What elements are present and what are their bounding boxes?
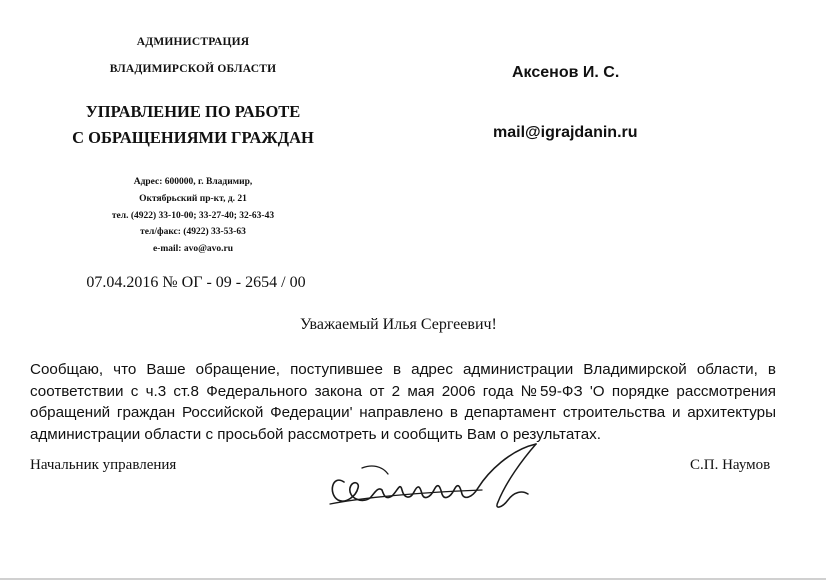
org-name-line2: ВЛАДИМИРСКОЙ ОБЛАСТИ xyxy=(109,63,277,75)
org-name-line1: АДМИНИСТРАЦИЯ xyxy=(136,36,250,48)
recipient-email: mail@igrajdanin.ru xyxy=(493,124,638,141)
body-line: Сообщаю, что Ваше обращение, поступившее в адрес администрации Владимирской области, в xyxy=(30,361,776,378)
body-line: соответствии с ч.3 ст.8 Федерального закона от 2 мая 2006 года №59-ФЗ 'О порядке рассмотрения xyxy=(30,382,776,400)
department-name-line1: УПРАВЛЕНИЕ ПО РАБОТЕ xyxy=(85,102,301,121)
email-line: e-mail: avo@avo.ru xyxy=(152,244,234,254)
scan-edge-line xyxy=(0,578,826,580)
signer-position: Начальник управления xyxy=(30,457,177,473)
signer-name: С.П. Наумов xyxy=(690,457,771,473)
address-line2: Октябрьский пр-кт, д. 21 xyxy=(139,194,247,204)
address-line1: Адрес: 600000, г. Владимир, xyxy=(133,177,253,187)
document-reference-number: 07.04.2016 № ОГ - 09 - 2654 / 00 xyxy=(86,274,306,291)
body-line: обращений граждан Российской Федерации' направлено в департамент строительства и архитектуры xyxy=(30,404,776,421)
recipient-name: Аксенов И. С. xyxy=(512,64,620,81)
body-line: администрации области с просьбой рассмотреть и сообщить Вам о результатах. xyxy=(30,425,601,443)
handwritten-signature xyxy=(322,438,567,518)
letter-body xyxy=(30,359,776,445)
department-name-line2: С ОБРАЩЕНИЯМИ ГРАЖДАН xyxy=(72,128,314,147)
salutation: Уважаемый Илья Сергеевич! xyxy=(300,316,497,333)
phone-line: тел. (4922) 33-10-00; 33-27-40; 32-63-43 xyxy=(111,211,275,221)
fax-line: тел/факс: (4922) 33-53-63 xyxy=(140,227,246,237)
